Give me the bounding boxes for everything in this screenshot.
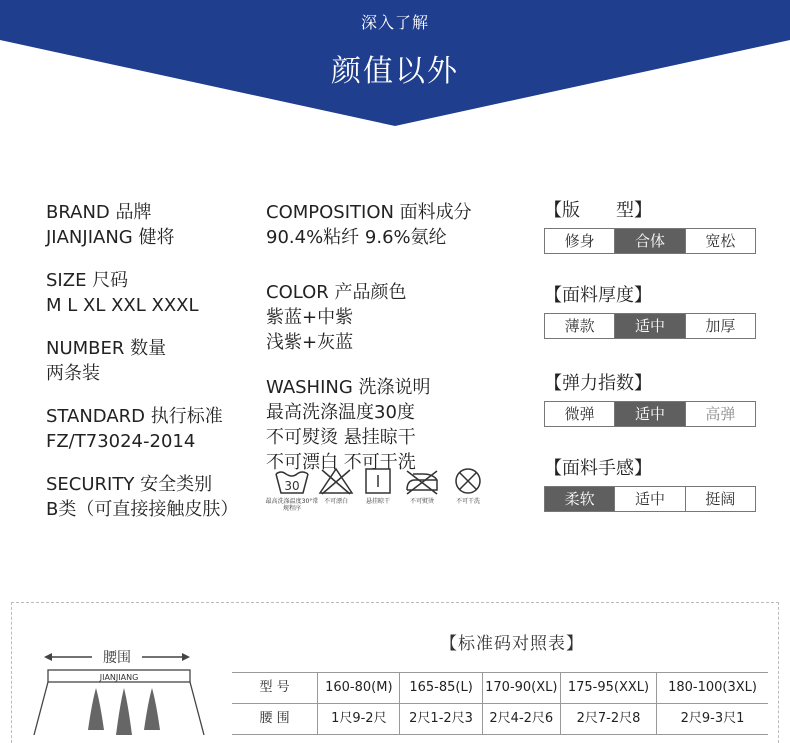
option-medium: 适中 [614, 487, 684, 511]
care-label: 最高洗涤温度30°常规程序 [265, 498, 319, 512]
spec-label: COMPOSITION 面料成分 [266, 202, 472, 223]
option-soft: 柔软 [545, 487, 614, 511]
spec-value: FZ/T73024-2014 [46, 431, 196, 452]
table-cell: 1尺9-2尺 [317, 704, 399, 734]
spec-brand [46, 200, 256, 268]
care-label: 不可干洗 [455, 498, 480, 505]
no-iron-icon [403, 466, 441, 496]
care-label: 悬挂晾干 [365, 498, 390, 505]
table-cell: 175-95(XXL) [560, 673, 656, 703]
attribute-thickness [544, 285, 756, 339]
spec-size [46, 268, 256, 336]
spec-value: 两条装 [46, 363, 100, 384]
option-high-stretch: 高弹 [685, 402, 755, 426]
spec-label: SIZE 尺码 [46, 270, 129, 291]
attribute-options [544, 313, 756, 339]
spec-color [266, 280, 526, 375]
attribute-hand-feel [544, 458, 756, 512]
spec-value: 不可漂白 不可干洗 [266, 452, 416, 473]
option-regular: 合体 [614, 229, 684, 253]
spec-value: 90.4%粘纤 9.6%氨纶 [266, 227, 447, 248]
option-slim: 修身 [545, 229, 614, 253]
attribute-title: 【弹力指数】 [544, 373, 652, 394]
table-cell: 160-80(M) [317, 673, 399, 703]
table-cell: 165-85(L) [399, 673, 481, 703]
header-banner [0, 0, 790, 130]
table-cell: 2尺7-2尺8 [560, 704, 656, 734]
spec-label: NUMBER 数量 [46, 338, 167, 359]
spec-label: WASHING 洗涤说明 [266, 377, 431, 398]
option-thick: 加厚 [685, 314, 755, 338]
attribute-title: 【面料厚度】 [544, 285, 652, 306]
spec-composition [266, 200, 526, 280]
spec-label: BRAND 品牌 [46, 202, 152, 223]
waist-label: 腰围 [103, 650, 131, 666]
hang-dry-icon [359, 466, 397, 496]
spec-washing [266, 375, 526, 473]
option-medium: 适中 [614, 402, 684, 426]
specs-right-column [266, 200, 526, 473]
size-chart-title: 【标准码对照表】 [440, 634, 584, 654]
spec-label: STANDARD 执行标准 [46, 406, 223, 427]
option-thin: 薄款 [545, 314, 614, 338]
option-medium: 适中 [614, 314, 684, 338]
table-row [232, 704, 768, 735]
table-cell: 型 号 [259, 680, 290, 695]
care-label: 不可漂白 [323, 498, 348, 505]
table-cell: 180-100(3XL) [656, 673, 768, 703]
care-symbols [264, 466, 494, 516]
banner-title: 颜值以外 [331, 54, 459, 89]
spec-value: 不可熨烫 悬挂晾干 [266, 427, 416, 448]
spec-label: SECURITY 安全类别 [46, 474, 213, 495]
spec-value: M L XL XXL XXXL [46, 295, 199, 316]
table-cell: 2尺9-3尺1 [656, 704, 768, 734]
spec-label: COLOR 产品颜色 [266, 282, 407, 303]
table-cell: 170-90(XL) [482, 673, 560, 703]
spec-security [46, 472, 256, 522]
size-chart-table [232, 672, 768, 735]
spec-value: 最高洗涤温度30度 [266, 402, 415, 423]
table-row [232, 673, 768, 704]
specs-left-column [46, 200, 256, 522]
attribute-title: 【面料手感】 [544, 458, 652, 479]
attribute-options [544, 486, 756, 512]
option-stiff: 挺阔 [685, 487, 755, 511]
spec-value: 紫蓝+中紫 [266, 307, 354, 328]
attribute-options [544, 228, 756, 254]
option-slight-stretch: 微弹 [545, 402, 614, 426]
spec-standard [46, 404, 256, 472]
wash-30-icon [273, 466, 311, 496]
attribute-title: 【版 型】 [544, 200, 652, 221]
no-dry-clean-icon [449, 466, 487, 496]
table-cell: 2尺4-2尺6 [482, 704, 560, 734]
care-no-dry-clean [440, 466, 496, 505]
banner-subtitle: 深入了解 [360, 13, 429, 32]
care-label: 不可熨烫 [409, 498, 434, 505]
spec-value: 浅紫+灰蓝 [266, 332, 354, 353]
wash-temp-number: 30 [284, 479, 300, 493]
waistband-brand: JIANJIANG [99, 673, 139, 682]
briefs-diagram-icon [30, 640, 230, 735]
attribute-fit [544, 200, 756, 254]
attribute-elasticity [544, 373, 756, 427]
table-cell: 2尺1-2尺3 [399, 704, 481, 734]
attribute-options [544, 401, 756, 427]
spec-number [46, 336, 256, 404]
option-loose: 宽松 [685, 229, 755, 253]
spec-value: B类（可直接接触皮肤） [46, 499, 239, 520]
table-cell: 腰 围 [259, 711, 290, 726]
garment-diagram [30, 640, 230, 739]
spec-value: JIANJIANG 健将 [46, 227, 175, 248]
